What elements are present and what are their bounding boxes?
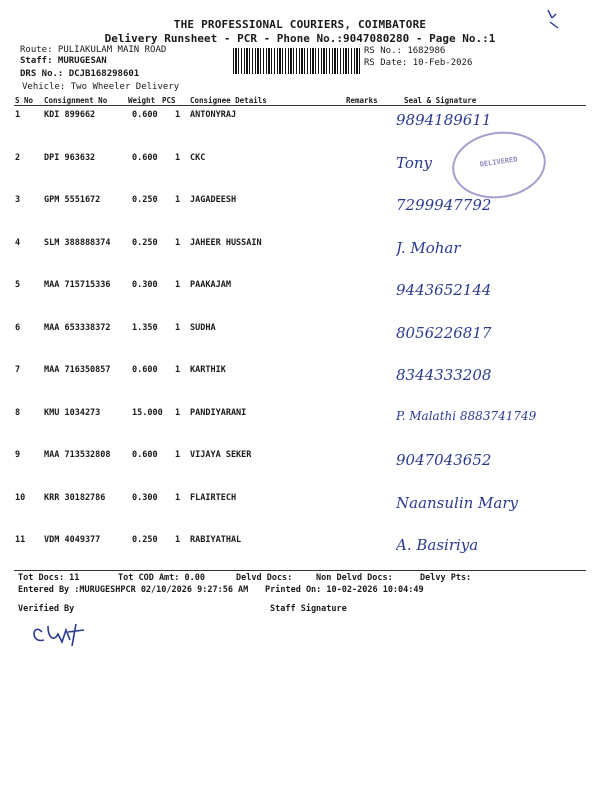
handwritten-signature: 7299947792 bbox=[396, 196, 492, 214]
row-wt: 0.600 bbox=[132, 152, 158, 163]
delivered-docs: Delvd Docs: bbox=[236, 573, 293, 583]
row-cn: MAA 653338372 bbox=[44, 322, 111, 333]
row-name: SUDHA bbox=[190, 322, 216, 333]
corner-mark-icon bbox=[544, 8, 564, 32]
col-weight: Weight bbox=[128, 96, 156, 105]
row-name: KARTHIK bbox=[190, 365, 226, 375]
handwritten-signature: 9443652144 bbox=[396, 281, 492, 299]
handwritten-signature: 9047043652 bbox=[396, 451, 492, 469]
handwritten-signature: 8344333208 bbox=[396, 366, 492, 384]
row-pcs: 1 bbox=[175, 152, 181, 163]
row-name: PAAKAJAM bbox=[190, 280, 231, 290]
row-wt: 15.000 bbox=[132, 407, 163, 418]
row-name: CKC bbox=[190, 152, 206, 163]
barcode-image bbox=[233, 48, 361, 74]
row-cn: VDM 4049377 bbox=[44, 535, 101, 545]
handwritten-signature: Naansulin Mary bbox=[396, 493, 518, 512]
row-pcs: 1 bbox=[175, 450, 181, 460]
row-pcs: 1 bbox=[175, 110, 181, 120]
verifier-signature-icon bbox=[28, 612, 118, 652]
drs-label: DRS No.: DCJB168298601 bbox=[20, 69, 140, 79]
footer-rule bbox=[14, 570, 586, 571]
row-pcs: 1 bbox=[175, 322, 181, 333]
rs-number: RS No.: 1682986 bbox=[364, 46, 446, 56]
row-name: RABIYATHAL bbox=[190, 535, 242, 545]
row-sno: 6 bbox=[15, 322, 21, 333]
col-consignment: Consignment No bbox=[44, 96, 108, 105]
row-sno: 3 bbox=[15, 195, 21, 205]
row-sno: 4 bbox=[15, 237, 21, 248]
row-sno: 8 bbox=[15, 407, 21, 418]
staff-signature-label: Staff Signature bbox=[270, 604, 347, 614]
col-sno: S No bbox=[15, 96, 34, 105]
route-label: Route: PULIAKULAM MAIN ROAD bbox=[20, 45, 167, 55]
row-cn: KDI 899662 bbox=[44, 110, 96, 120]
row-pcs: 1 bbox=[175, 280, 181, 290]
runsheet-subtitle: Delivery Runsheet - PCR - Phone No.:9047080280 - Page No.:1 bbox=[104, 32, 496, 45]
row-cn: MAA 715715336 bbox=[44, 280, 111, 290]
total-cod: Tot COD Amt: 0.00 bbox=[118, 573, 205, 583]
row-sno: 10 bbox=[15, 492, 26, 503]
rs-date: RS Date: 10-Feb-2026 bbox=[364, 58, 473, 68]
row-cn: MAA 713532808 bbox=[44, 450, 111, 460]
handwritten-signature: 8056226817 bbox=[396, 323, 492, 342]
handwritten-signature: P. Malathi 8883741749 bbox=[396, 408, 537, 423]
delivery-stamp: DELIVERED bbox=[448, 126, 550, 204]
row-wt: 0.600 bbox=[132, 450, 158, 460]
row-pcs: 1 bbox=[175, 407, 181, 418]
col-consignee: Consignee Details bbox=[190, 96, 267, 105]
row-wt: 0.300 bbox=[132, 492, 158, 503]
header-rule bbox=[14, 105, 586, 106]
row-name: FLAIRTECH bbox=[190, 492, 237, 503]
total-docs: Tot Docs: 11 bbox=[18, 573, 80, 583]
row-sno: 1 bbox=[15, 110, 21, 120]
row-cn: GPM 5551672 bbox=[44, 195, 101, 205]
col-pcs: PCS bbox=[162, 96, 176, 105]
handwritten-signature: J. Mohar bbox=[396, 238, 461, 257]
row-cn: SLM 388888374 bbox=[44, 237, 111, 248]
row-wt: 0.250 bbox=[132, 237, 158, 248]
row-name: PANDIYARANI bbox=[190, 407, 247, 418]
row-name: VIJAYA SEKER bbox=[190, 450, 252, 460]
row-pcs: 1 bbox=[175, 237, 181, 248]
row-sno: 9 bbox=[15, 450, 21, 460]
entered-by: Entered By :MURUGESHPCR 02/10/2026 9:27:56 AM bbox=[18, 585, 249, 595]
row-sno: 11 bbox=[15, 535, 26, 545]
row-name: JAHEER HUSSAIN bbox=[190, 237, 262, 248]
row-pcs: 1 bbox=[175, 195, 181, 205]
company-name: THE PROFESSIONAL COURIERS, COIMBATORE bbox=[173, 18, 427, 31]
row-pcs: 1 bbox=[175, 535, 181, 545]
row-name: ANTONYRAJ bbox=[190, 110, 237, 120]
row-cn: MAA 716350857 bbox=[44, 365, 111, 375]
row-cn: KRR 30182786 bbox=[44, 492, 106, 503]
row-sno: 5 bbox=[15, 280, 21, 290]
staff-label: Staff: MURUGESAN bbox=[20, 56, 107, 66]
handwritten-signature: 9894189611 bbox=[396, 111, 492, 129]
row-sno: 7 bbox=[15, 365, 21, 375]
row-wt: 0.600 bbox=[132, 365, 158, 375]
row-wt: 0.600 bbox=[132, 110, 158, 120]
handwritten-signature: Tony bbox=[396, 153, 433, 172]
row-wt: 0.250 bbox=[132, 535, 158, 545]
row-wt: 0.300 bbox=[132, 280, 158, 290]
row-cn: KMU 1034273 bbox=[44, 407, 101, 418]
row-name: JAGADEESH bbox=[190, 195, 237, 205]
printed-on: Printed On: 10-02-2026 10:04:49 bbox=[265, 585, 424, 595]
col-seal-signature: Seal & Signature bbox=[404, 96, 477, 105]
col-remarks: Remarks bbox=[346, 96, 378, 105]
handwritten-signature: A. Basiriya bbox=[396, 536, 479, 554]
row-pcs: 1 bbox=[175, 365, 181, 375]
non-delivered-docs: Non Delvd Docs: bbox=[316, 573, 393, 583]
delivery-points: Delvy Pts: bbox=[420, 573, 472, 583]
row-wt: 1.350 bbox=[132, 322, 158, 333]
row-pcs: 1 bbox=[175, 492, 181, 503]
row-cn: DPI 963632 bbox=[44, 152, 96, 163]
vehicle-label: Vehicle: Two Wheeler Delivery bbox=[22, 82, 180, 92]
verified-by-label: Verified By bbox=[18, 604, 75, 614]
row-wt: 0.250 bbox=[132, 195, 158, 205]
row-sno: 2 bbox=[15, 152, 21, 163]
